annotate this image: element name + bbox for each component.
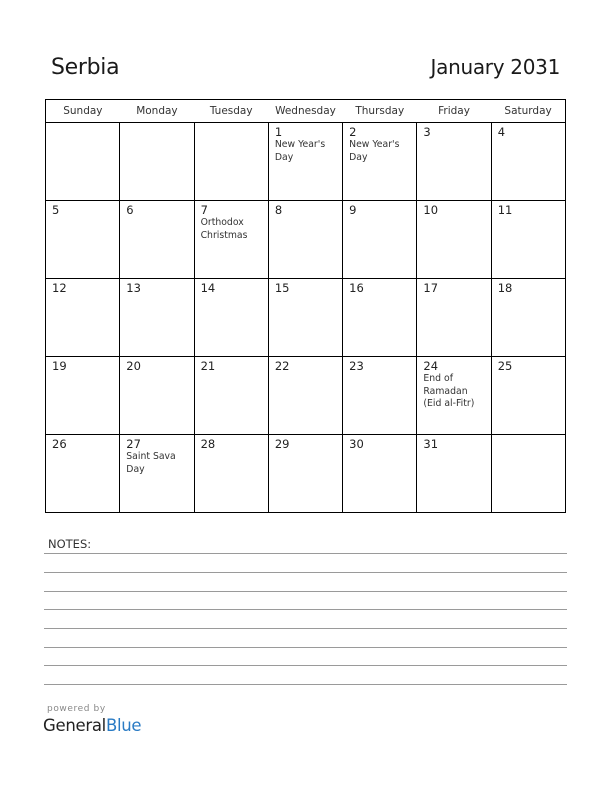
week-row-1 (46, 123, 566, 201)
day-number: 25 (497, 359, 513, 373)
powered-by-text: powered by (47, 704, 106, 714)
day-number: 13 (126, 281, 141, 295)
generalblue-logo (43, 716, 141, 735)
weekday-header-row (46, 100, 566, 123)
day-number: 31 (423, 437, 439, 451)
day-cell (194, 279, 268, 357)
day-number: 20 (126, 359, 141, 373)
holiday-label: Saint Sava Day (126, 451, 176, 475)
day-cell (491, 279, 565, 357)
holiday-label: New Year's Day (274, 139, 326, 163)
day-cell (120, 123, 194, 201)
weekday-monday: Monday (120, 100, 194, 123)
week-row-3 (46, 279, 566, 357)
day-cell (120, 201, 194, 279)
weekday-sunday: Sunday (46, 100, 120, 123)
calendar-grid (45, 99, 566, 513)
day-number: 23 (349, 359, 364, 373)
day-cell (343, 357, 417, 435)
day-cell (491, 123, 565, 201)
weekday-friday: Friday (417, 100, 491, 123)
day-cell (417, 201, 491, 279)
note-line (44, 591, 567, 592)
day-cell (194, 435, 268, 513)
day-cell (194, 201, 268, 279)
day-number: 21 (200, 359, 216, 373)
country-title: Serbia (51, 55, 120, 80)
day-cell (46, 435, 120, 513)
day-cell (268, 435, 342, 513)
day-cell (46, 357, 120, 435)
day-cell (194, 357, 268, 435)
weekday-tuesday: Tuesday (194, 100, 268, 123)
day-number: 14 (200, 281, 216, 295)
note-line (44, 684, 567, 685)
logo-general: General (43, 716, 106, 735)
day-cell (343, 123, 417, 201)
day-number: 3 (423, 125, 431, 139)
day-number: 16 (349, 281, 364, 295)
day-number: 7 (200, 203, 208, 217)
day-cell (343, 435, 417, 513)
day-cell (343, 279, 417, 357)
day-number: 28 (200, 437, 216, 451)
day-cell (268, 201, 342, 279)
week-row-5 (46, 435, 566, 513)
day-number: 27 (126, 437, 141, 451)
day-cell (268, 357, 342, 435)
day-cell (194, 123, 268, 201)
day-cell (491, 201, 565, 279)
day-number: 24 (423, 359, 439, 373)
weekday-saturday: Saturday (491, 100, 565, 123)
day-number: 5 (52, 203, 60, 217)
note-line (44, 665, 567, 666)
month-year-title: January 2031 (430, 55, 560, 79)
day-cell (120, 435, 194, 513)
holiday-label: New Year's Day (349, 139, 400, 163)
day-number: 1 (274, 125, 283, 139)
week-row-4 (46, 357, 566, 435)
day-number: 2 (349, 125, 357, 139)
day-cell (46, 123, 120, 201)
day-cell (491, 357, 565, 435)
holiday-label: Orthodox Christmas (200, 217, 248, 241)
day-number: 11 (497, 203, 513, 217)
day-number: 9 (349, 203, 357, 217)
day-cell (417, 357, 491, 435)
day-cell (417, 279, 491, 357)
logo-blue: Blue (105, 716, 142, 735)
day-number: 26 (52, 437, 67, 451)
day-number: 18 (497, 281, 513, 295)
day-cell (120, 357, 194, 435)
note-line (44, 647, 567, 648)
day-number: 17 (423, 281, 439, 295)
day-number: 8 (274, 203, 283, 217)
day-number: 30 (349, 437, 364, 451)
day-cell (268, 279, 342, 357)
weekday-thursday: Thursday (343, 100, 417, 123)
note-line (44, 553, 567, 554)
holiday-label: End of Ramadan (Eid al-Fitr) (423, 373, 475, 409)
day-number: 4 (497, 125, 506, 139)
note-line (44, 572, 567, 573)
day-number: 15 (274, 281, 290, 295)
day-number: 22 (274, 359, 290, 373)
week-row-2 (46, 201, 566, 279)
day-number: 29 (274, 437, 290, 451)
day-number: 10 (423, 203, 439, 217)
day-cell (417, 123, 491, 201)
day-number: 19 (52, 359, 67, 373)
day-number: 6 (126, 203, 134, 217)
day-cell (46, 201, 120, 279)
day-cell (491, 435, 565, 513)
weekday-wednesday: Wednesday (268, 100, 342, 123)
day-cell (120, 279, 194, 357)
day-cell (268, 123, 342, 201)
day-cell (46, 279, 120, 357)
notes-label: NOTES: (48, 537, 92, 551)
note-line (44, 628, 567, 629)
note-line (44, 609, 567, 610)
day-cell (417, 435, 491, 513)
day-number: 12 (52, 281, 67, 295)
day-cell (343, 201, 417, 279)
